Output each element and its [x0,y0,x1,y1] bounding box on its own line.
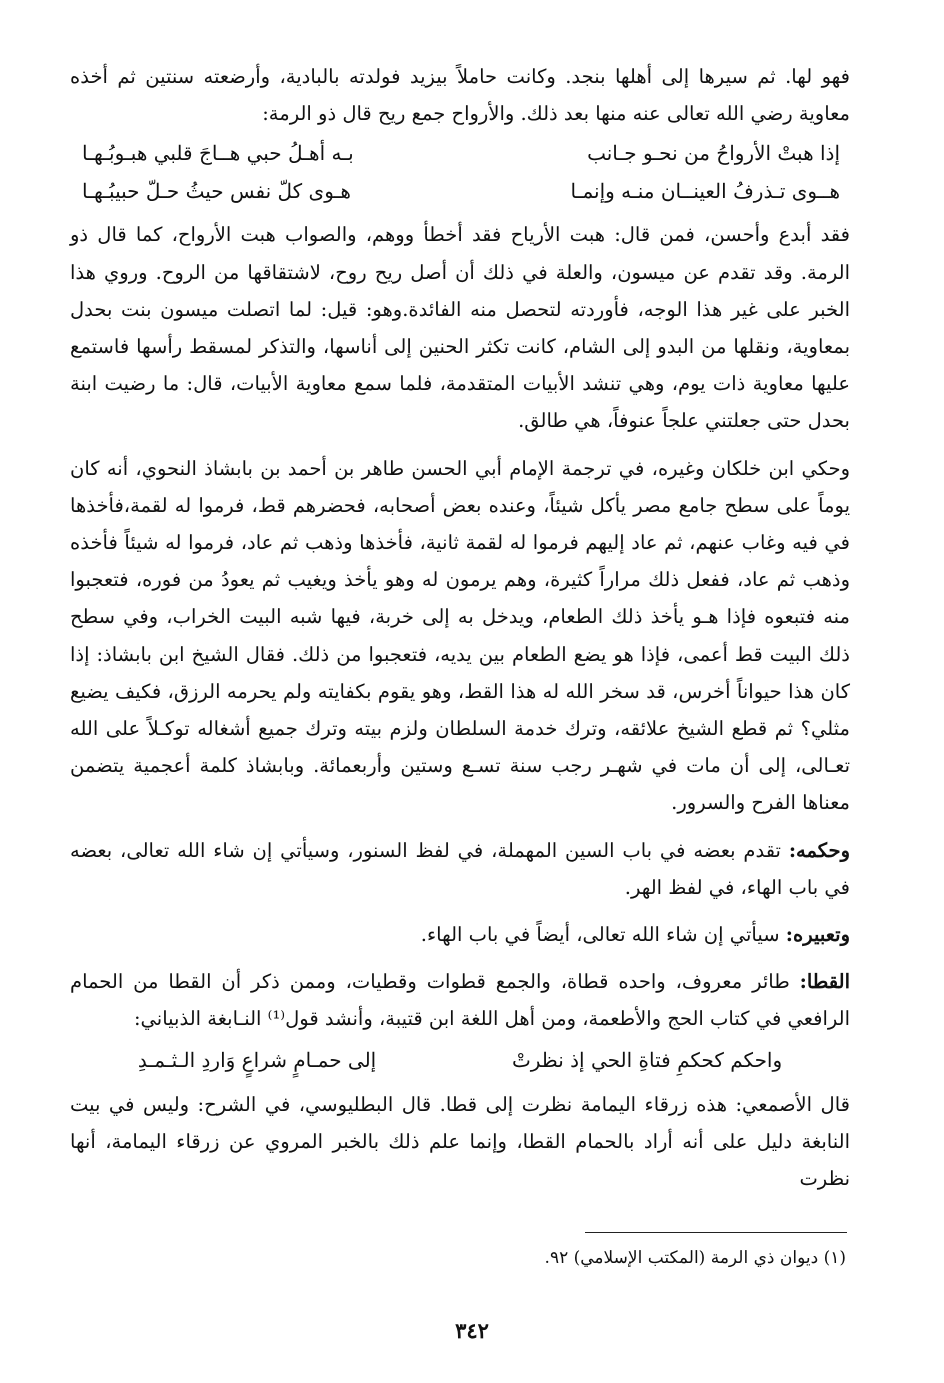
verse-hemistich-second: إلى حمـامٍ شراعٍ وَاردِ الـثـمـدِ [137,1047,377,1072]
paragraph-hukm [70,832,850,906]
verse-line-2 [70,172,850,210]
section-label-qata: القطا: [799,970,850,994]
paragraph-tabir [70,916,850,953]
paragraph-hukm-text: تقدم بعضه في باب السين المهملة، في لفظ السنور، وسيأتي إن شاء الله تعالى، بعضه في باب الهاء، في لفظ الهر. [70,838,850,899]
verse-block-1 [70,134,850,210]
section-label-hukm: وحكمه: [788,838,850,862]
verse-hemistich-first: إذا هبتْ الأرواحُ من نحـو جـانب [587,141,840,166]
verse-line-nabigha [70,1040,850,1080]
paragraph-2: فقد أبدع وأحسن، فمن قال: هبت الأرياح فقد أخطأ ووهم، والصواب هبت الأرواح، كما قال ذو الرمة. وقد تقدم عن ميسون، والعلة في ذلك أن أصل ريح روح، لاشتقاقها من الروح. وروي هذا الخبر على غير هذا الوجه، فأوردته لتحصل منه الفائدة.وهو: قيل: لما اتصلت ميسون بنت بحدل بمعاوية، ونقلها من البدو إلى الشام، كانت تكثر الحنين إلى أناسها، والتذكر لمسقط رأسها فاستمع عليها معاوية ذات يوم، وهي تنشد الأبيات المتقدمة، فلما سمع معاوية الأبيات، قال: ما رضيت ابنة بحدل حتى جعلتني علجاً عنوفاً، هي طالق. [70,223,850,433]
verse-hemistich-second: بـه أهـلُ حبي هــاجَ قلبي هبـوبُـهـا [82,141,354,166]
verse-line-1 [70,134,850,172]
verse-hemistich-first: واحكم كحكمِ فتاةِ الحي إذ نظرتْ [511,1047,783,1072]
page-number: ٣٤٢ [455,1318,489,1343]
paragraph-1: فهو لها. ثم سيرها إلى أهلها بنجد. وكانت حاملاً بيزيد فولدته بالبادية، وأرضعته سنتين ثم أخذه معاوية رضي الله تعالى عنه منها بعد ذلك. والأرواح جمع ريح قال ذو الرمة: [70,65,850,126]
page-body [70,58,850,1197]
footnote-divider [585,1232,847,1233]
paragraph-qata [70,963,850,1037]
paragraph-asmai: قال الأصمعي: هذه زرقاء اليمامة نظرت إلى قطا. قال البطليوسي، في الشرح: وليس في بيت النابغة دليل على أنه أراد بالحمام القطا، وإنما علم ذلك بالخبر المروي عن زرقاء اليمامة، أنها نظرت [70,1092,850,1191]
verse-hemistich-first: هــوى تـذرفُ العينــان منـه وإنمـا [570,179,840,204]
section-label-tabir: وتعبيره: [785,923,850,947]
footnote: (١) ديوان ذي الرمة (المكتب الإسلامي) ٩٢. [544,1248,846,1268]
paragraph-qata-text: طائر معروف، واحده قطاة، والجمع قطوات وقطيات، وممن ذكر أن القطا من الحمام الرافعي في كتاب الحج والأطعمة، ومن أهل اللغة ابن قتيبة، وأنشد قول⁽¹⁾ النـابغة الذبياني: [70,970,850,1031]
verse-hemistich-second: هـوى كلّ نفس حيثُ حـلّ حبيبُـهـا [82,179,351,204]
paragraph-3: وحكي ابن خلكان وغيره، في ترجمة الإمام أبي الحسن طاهر بن أحمد بن بابشاذ النحوي، أنه كان يوماً على سطح جامع مصر يأكل شيئاً، وعنده بعض أصحابه، فحضرهم قط، فرموا له لقمة،فأخذها في فيه وغاب عنهم، ثم عاد إليهم فرموا له لقمة ثانية، فأخذها وذهب ثم عاد، فرموا له شيئاً فأخذه وذهب ثم عاد، ففعل ذلك مراراً كثيرة، وهم يرمون له وهو يأخذ ويغيب ثم يعودُ من فوره، فتعجبوا منه فتبعوه فإذا هـو يأخذ ذلك الطعام، ويدخل به إلى خربة، فيها شبه البيت الخراب، وفي سطح ذلك البيت قط أعمى، فإذا هو يضع الطعام بين يديه، فتعجبوا من ذلك. فقال الشيخ ابن بابشاذ: إذا كان هذا حيواناً أخرس، قد سخر الله له هذا القط، وهو يقوم بكفايته ولم يحرمه الرزق، فكيف يضيع مثلي؟ ثم قطع الشيخ علائقه، وترك خدمة السلطان ولزم بيته وترك جميع أشغاله توكـلاً على الله تعـالى، إلى أن مات في شهـر رجب سنة تسـع وستين وأربعمائة. وبابشاذ كلمة أعجمية يتضمن معناها الفرح والسرور. [70,456,850,815]
paragraph-tabir-text: سيأتي إن شاء الله تعالى، أيضاً في باب الهاء. [420,923,786,947]
